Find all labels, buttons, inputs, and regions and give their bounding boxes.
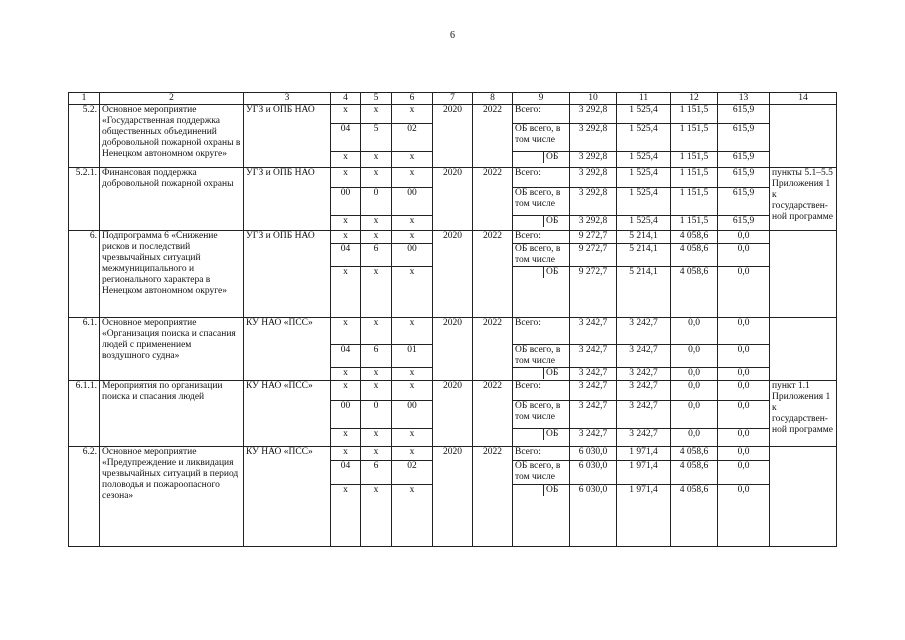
source-ob: ОБ <box>543 216 567 227</box>
code-cell: 02 <box>392 461 433 485</box>
code-cell: x <box>331 216 361 231</box>
code-cell: x <box>392 368 433 381</box>
header-cell: 3 <box>244 93 331 105</box>
source-ob: ОБ <box>543 368 567 379</box>
source-blank <box>515 152 543 163</box>
source-blank <box>515 267 543 278</box>
amount-2022: 615,9 <box>718 105 770 124</box>
code-cell: 04 <box>331 124 361 152</box>
code-cell: x <box>331 168 361 188</box>
code-cell: x <box>392 485 433 547</box>
source-blank <box>515 429 543 440</box>
amount-2021: 0,0 <box>671 381 718 401</box>
header-cell: 2 <box>100 93 244 105</box>
code-cell: x <box>331 368 361 381</box>
source-blank <box>515 485 543 496</box>
amount-2021: 1 151,5 <box>671 188 718 216</box>
funding-source-split <box>513 216 570 231</box>
amount-total: 3 242,7 <box>570 401 617 429</box>
year-start: 2020 <box>433 105 473 168</box>
code-cell: x <box>361 429 392 447</box>
code-cell: 00 <box>392 244 433 267</box>
header-cell: 5 <box>361 93 392 105</box>
code-cell: 00 <box>331 401 361 429</box>
amount-2022: 615,9 <box>718 168 770 188</box>
item-executor: УГЗ и ОПБ НАО <box>244 105 331 168</box>
header-cell: 9 <box>513 93 570 105</box>
amount-2020: 1 971,4 <box>617 447 671 461</box>
amount-2022: 0,0 <box>718 244 770 267</box>
amount-2021: 4 058,6 <box>671 447 718 461</box>
funding-source: Всего: <box>513 381 570 401</box>
note-cell: пункты 5.1–5.5 Приложения 1 к государствен-ной программе <box>770 168 837 231</box>
amount-2021: 0,0 <box>671 345 718 368</box>
funding-source: ОБ всего, в том числе <box>513 461 570 485</box>
funding-source: ОБ всего, в том числе <box>513 345 570 368</box>
item-name: Финансовая поддержка добровольной пожарной охраны <box>100 168 244 231</box>
code-cell: 00 <box>392 188 433 216</box>
year-end: 2022 <box>473 168 513 231</box>
amount-2022: 0,0 <box>718 318 770 345</box>
page-number: 6 <box>450 30 455 41</box>
code-cell: x <box>361 318 392 345</box>
amount-total: 3 292,8 <box>570 105 617 124</box>
amount-2021: 4 058,6 <box>671 485 718 547</box>
header-cell: 8 <box>473 93 513 105</box>
year-end: 2022 <box>473 318 513 381</box>
amount-2022: 0,0 <box>718 368 770 381</box>
code-cell: 0 <box>361 401 392 429</box>
funding-source: ОБ всего, в том числе <box>513 401 570 429</box>
amount-total: 3 242,7 <box>570 345 617 368</box>
amount-total: 6 030,0 <box>570 461 617 485</box>
table-row <box>69 447 837 461</box>
amount-2021: 1 151,5 <box>671 105 718 124</box>
note-cell <box>770 447 837 547</box>
header-cell: 7 <box>433 93 473 105</box>
amount-2020: 1 525,4 <box>617 105 671 124</box>
funding-source-split <box>513 267 570 318</box>
code-cell: 02 <box>392 124 433 152</box>
amount-total: 6 030,0 <box>570 447 617 461</box>
table-row <box>69 168 837 188</box>
amount-2020: 3 242,7 <box>617 368 671 381</box>
amount-total: 3 292,8 <box>570 168 617 188</box>
code-cell: x <box>331 267 361 318</box>
item-executor: КУ НАО «ПСС» <box>244 381 331 447</box>
amount-2021: 4 058,6 <box>671 267 718 318</box>
amount-total: 3 242,7 <box>570 318 617 345</box>
code-cell: x <box>392 105 433 124</box>
code-cell: x <box>331 381 361 401</box>
amount-total: 3 292,8 <box>570 216 617 231</box>
code-cell: 0 <box>361 188 392 216</box>
amount-total: 3 242,7 <box>570 381 617 401</box>
amount-2020: 3 242,7 <box>617 401 671 429</box>
code-cell: 04 <box>331 244 361 267</box>
amount-2022: 615,9 <box>718 152 770 168</box>
header-cell: 11 <box>617 93 671 105</box>
funding-source: ОБ всего, в том числе <box>513 124 570 152</box>
amount-total: 3 292,8 <box>570 124 617 152</box>
code-cell: x <box>392 168 433 188</box>
amount-2021: 1 151,5 <box>671 124 718 152</box>
code-cell: x <box>331 152 361 168</box>
item-name: Основное мероприятие «Предупреждение и ликвидация чрезвычайных ситуаций в период половодья и пожароопасного сезона» <box>100 447 244 547</box>
amount-2020: 3 242,7 <box>617 429 671 447</box>
item-number: 6.1.1. <box>69 381 100 447</box>
header-cell: 10 <box>570 93 617 105</box>
amount-total: 3 242,7 <box>570 429 617 447</box>
amount-total: 6 030,0 <box>570 485 617 547</box>
funding-source: ОБ всего, в том числе <box>513 188 570 216</box>
code-cell: x <box>331 447 361 461</box>
item-number: 5.2.1. <box>69 168 100 231</box>
year-end: 2022 <box>473 105 513 168</box>
code-cell: x <box>392 216 433 231</box>
funding-source: Всего: <box>513 447 570 461</box>
amount-total: 9 272,7 <box>570 244 617 267</box>
year-start: 2020 <box>433 318 473 381</box>
amount-total: 9 272,7 <box>570 267 617 318</box>
header-cell: 1 <box>69 93 100 105</box>
amount-2020: 1 971,4 <box>617 461 671 485</box>
code-cell: 04 <box>331 345 361 368</box>
year-end: 2022 <box>473 447 513 547</box>
code-cell: x <box>331 105 361 124</box>
note-cell <box>770 231 837 318</box>
amount-2022: 0,0 <box>718 267 770 318</box>
table-row <box>69 381 837 401</box>
code-cell: x <box>392 152 433 168</box>
code-cell: 00 <box>392 401 433 429</box>
funding-source: Всего: <box>513 231 570 244</box>
code-cell: 00 <box>331 188 361 216</box>
amount-2022: 0,0 <box>718 485 770 547</box>
header-cell: 13 <box>718 93 770 105</box>
amount-2021: 0,0 <box>671 429 718 447</box>
source-ob: ОБ <box>543 429 567 440</box>
code-cell: x <box>361 368 392 381</box>
amount-2021: 1 151,5 <box>671 216 718 231</box>
year-start: 2020 <box>433 447 473 547</box>
header-cell: 14 <box>770 93 837 105</box>
amount-2021: 0,0 <box>671 318 718 345</box>
item-executor: КУ НАО «ПСС» <box>244 447 331 547</box>
amount-2021: 4 058,6 <box>671 244 718 267</box>
source-ob: ОБ <box>543 152 567 163</box>
code-cell: x <box>331 429 361 447</box>
year-end: 2022 <box>473 381 513 447</box>
header-cell: 12 <box>671 93 718 105</box>
amount-2021: 4 058,6 <box>671 231 718 244</box>
amount-2020: 3 242,7 <box>617 345 671 368</box>
code-cell: 04 <box>331 461 361 485</box>
funding-source-split <box>513 485 570 547</box>
header-cell: 6 <box>392 93 433 105</box>
code-cell: x <box>361 267 392 318</box>
table-row <box>69 105 837 124</box>
item-number: 6.2. <box>69 447 100 547</box>
year-start: 2020 <box>433 381 473 447</box>
funding-source-split <box>513 152 570 168</box>
code-cell: x <box>361 105 392 124</box>
amount-2020: 3 242,7 <box>617 318 671 345</box>
item-number: 6. <box>69 231 100 318</box>
code-cell: 5 <box>361 124 392 152</box>
amount-2020: 5 214,1 <box>617 231 671 244</box>
program-table <box>68 92 837 547</box>
code-cell: x <box>361 216 392 231</box>
code-cell: x <box>331 318 361 345</box>
source-blank <box>515 368 543 379</box>
amount-2022: 615,9 <box>718 216 770 231</box>
amount-2022: 0,0 <box>718 461 770 485</box>
amount-2022: 0,0 <box>718 231 770 244</box>
amount-2021: 0,0 <box>671 401 718 429</box>
amount-2021: 1 151,5 <box>671 152 718 168</box>
year-start: 2020 <box>433 168 473 231</box>
item-name: Основное мероприятие «Государственная поддержка общественных объединений добровольной пожарной охраны в Ненецком автономном округе» <box>100 105 244 168</box>
amount-2022: 0,0 <box>718 401 770 429</box>
funding-source: Всего: <box>513 318 570 345</box>
code-cell: 6 <box>361 244 392 267</box>
code-cell: x <box>392 231 433 244</box>
source-ob: ОБ <box>543 267 567 278</box>
amount-2022: 615,9 <box>718 188 770 216</box>
amount-total: 3 292,8 <box>570 188 617 216</box>
code-cell: x <box>361 231 392 244</box>
table-row <box>69 231 837 244</box>
amount-total: 9 272,7 <box>570 231 617 244</box>
header-cell: 4 <box>331 93 361 105</box>
amount-2020: 1 525,4 <box>617 152 671 168</box>
amount-2020: 1 971,4 <box>617 485 671 547</box>
item-name: Основное мероприятие «Организация поиска и спасания людей с применением воздушного судна» <box>100 318 244 381</box>
funding-source: Всего: <box>513 105 570 124</box>
header-row <box>69 93 837 105</box>
code-cell: x <box>361 485 392 547</box>
note-cell: пункт 1.1 Приложения 1 к государствен-ной программе <box>770 381 837 447</box>
source-ob: ОБ <box>543 485 567 496</box>
source-blank <box>515 216 543 227</box>
item-name: Подпрограмма 6 «Снижение рисков и последствий чрезвычайных ситуаций межмуниципального и регионального характера в Ненецком автономном округе» <box>100 231 244 318</box>
amount-2020: 5 214,1 <box>617 244 671 267</box>
amount-2022: 0,0 <box>718 429 770 447</box>
code-cell: x <box>361 447 392 461</box>
item-name: Мероприятия по организации поиска и спасания людей <box>100 381 244 447</box>
funding-source-split <box>513 368 570 381</box>
code-cell: x <box>392 381 433 401</box>
amount-2021: 1 151,5 <box>671 168 718 188</box>
amount-2020: 1 525,4 <box>617 188 671 216</box>
item-executor: УГЗ и ОПБ НАО <box>244 168 331 231</box>
amount-2022: 615,9 <box>718 124 770 152</box>
amount-2020: 1 525,4 <box>617 216 671 231</box>
amount-2021: 4 058,6 <box>671 461 718 485</box>
table-row <box>69 318 837 345</box>
amount-2022: 0,0 <box>718 447 770 461</box>
amount-2020: 1 525,4 <box>617 168 671 188</box>
amount-2020: 1 525,4 <box>617 124 671 152</box>
amount-2022: 0,0 <box>718 345 770 368</box>
amount-total: 3 292,8 <box>570 152 617 168</box>
item-number: 6.1. <box>69 318 100 381</box>
item-executor: УГЗ и ОПБ НАО <box>244 231 331 318</box>
code-cell: x <box>392 267 433 318</box>
year-start: 2020 <box>433 231 473 318</box>
code-cell: 01 <box>392 345 433 368</box>
code-cell: 6 <box>361 461 392 485</box>
amount-2020: 3 242,7 <box>617 381 671 401</box>
amount-total: 3 242,7 <box>570 368 617 381</box>
note-cell <box>770 318 837 381</box>
amount-2022: 0,0 <box>718 381 770 401</box>
code-cell: x <box>331 485 361 547</box>
amount-2020: 5 214,1 <box>617 267 671 318</box>
code-cell: x <box>392 447 433 461</box>
code-cell: 6 <box>361 345 392 368</box>
code-cell: x <box>392 429 433 447</box>
code-cell: x <box>331 231 361 244</box>
amount-2021: 0,0 <box>671 368 718 381</box>
code-cell: x <box>361 381 392 401</box>
code-cell: x <box>392 318 433 345</box>
year-end: 2022 <box>473 231 513 318</box>
funding-source-split <box>513 429 570 447</box>
code-cell: x <box>361 152 392 168</box>
note-cell <box>770 105 837 168</box>
funding-source: Всего: <box>513 168 570 188</box>
funding-source: ОБ всего, в том числе <box>513 244 570 267</box>
item-number: 5.2. <box>69 105 100 168</box>
item-executor: КУ НАО «ПСС» <box>244 318 331 381</box>
code-cell: x <box>361 168 392 188</box>
